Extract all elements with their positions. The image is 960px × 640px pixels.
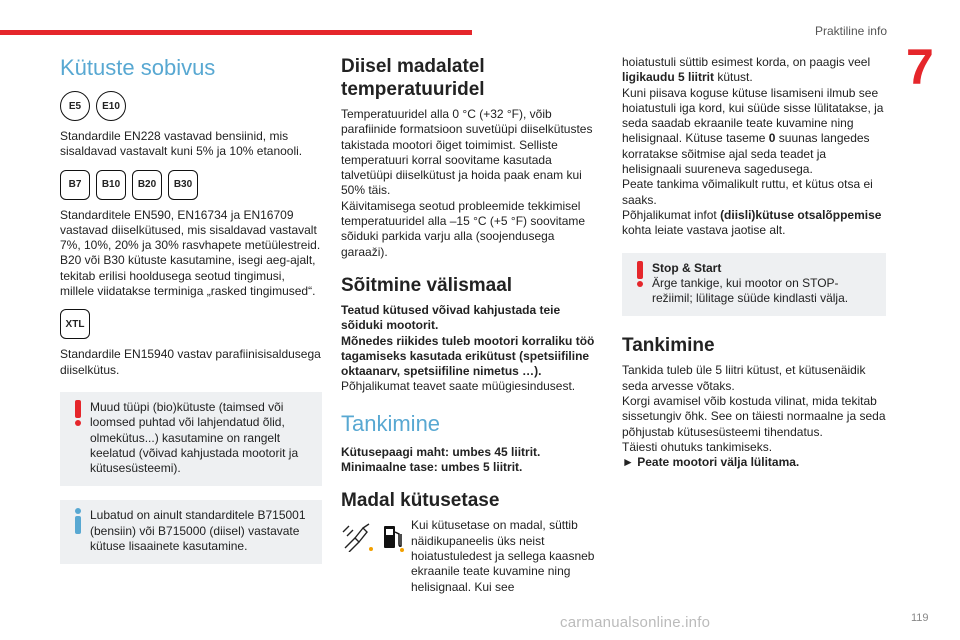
info-box	[60, 500, 322, 564]
diesel-low-temp-text: Temperatuuridel alla 0 °C (+32 °F), võib parafiinide formatsioon suvetüüpi diiselkütustes takistada mootori õiget toimimist. Selliste temperatuuri korral soovitame kasutada talvetüüpi diiselkütust ja hoida paak enam kui 50% täis.	[341, 107, 593, 198]
heading-fuel-compatibility: Kütuste sobivus	[60, 55, 216, 80]
abroad-bold-1: Teatud kütused võivad kahjustada teie sõiduki mootorit.	[341, 302, 561, 333]
tank-minimum: Minimaalne tase: umbes 5 liitrit.	[341, 460, 523, 475]
watermark: carmanualsonline.info	[560, 614, 711, 631]
diesel-badges	[60, 170, 322, 200]
heading-diesel-low-temp: Diisel madalatel temperatuuridel	[341, 56, 485, 100]
b10-badge-icon: B10	[96, 170, 126, 200]
column-1	[60, 55, 322, 564]
warning-exclamation-icon	[634, 260, 646, 288]
tank-capacity: Kütusepaagi maht: umbes 45 liitrit.	[341, 444, 541, 459]
section-title: Praktiline info	[814, 24, 887, 38]
diesel-text: Standarditele EN590, EN16734 ja EN16709 vastavad diiselkütused, mis sisaldavad vastavalt 7%, 10%, 20% ja 30% rasvhapete metüülestreid. B20 või B30 kütuste kasutamine, isegi aeg-ajalt, tekitab erilisi hooldusega seotud tingimusi, millele viidatakse terminiga „rasked tingimused“.	[60, 207, 321, 299]
heading-refuelling: Tankimine	[341, 410, 441, 436]
e10-badge-icon: E10	[96, 91, 126, 121]
more-info-text: Põhjalikumat infot (diisli)kütuse otsalõppemise kohta leiate vastava jaotise alt.	[622, 207, 882, 238]
heading-low-fuel: Madal kütusetase	[341, 490, 500, 512]
abroad-text: Põhjalikumat teavet saate müügiesindusest.	[341, 379, 576, 394]
refuel-text-2: Korgi avamisel võib kostuda vilinat, mida tekitab sissetungiv õhk. See on täiesti normaalne ja seda põhjustab kütusesüsteemi tihendatus.	[622, 394, 886, 439]
refuel-step-1: ► Peate mootori välja lülitama.	[622, 455, 800, 470]
refuel-text-3: Täiesti ohutuks tankimiseks.	[622, 439, 773, 454]
stop-start-warning-box	[622, 253, 886, 317]
column-2	[341, 55, 603, 597]
fuel-nozzle-icon	[341, 522, 375, 552]
stop-start-text: Ärge tankige, kui mootor on STOP-režiimil; lülitage süüde kindlasti välja.	[652, 275, 849, 306]
b30-badge-icon: B30	[168, 170, 198, 200]
e5-badge-icon: E5	[60, 91, 90, 121]
warning-exclamation-icon	[72, 399, 84, 427]
page-number: 119	[911, 612, 929, 624]
warning-text: Muud tüüpi (bio)kütuste (taimsed või loomsed puhtad või lahjendatud õlid, olmekütus...) kasutamine on rangelt keelatud (võivad kahjustada mootorit ja kütusesüsteemi).	[90, 399, 299, 476]
heading-refuelling-2: Tankimine	[622, 335, 715, 357]
chapter-number: 7	[906, 39, 934, 95]
low-fuel-cont-text: hoiatustuli süttib esimest korda, on paagis veel ligikaudu 5 liitrit kütust.	[622, 55, 871, 85]
fuel-pump-icon	[381, 522, 405, 552]
low-fuel-row	[341, 518, 603, 594]
low-fuel-text: Kui kütusetase on madal, süttib näidikupaneelis üks neist hoiatustuledest ja sellega kaasneb ekraanile teate kuvamine ning helisignaal. Kui see	[411, 518, 595, 594]
refuel-text-1: Tankida tuleb üle 5 liitri kütust, et kütusenäidik seda arvesse võtaks.	[622, 363, 866, 393]
stop-start-title: Stop & Start	[652, 260, 722, 275]
xtl-badge-icon: XTL	[60, 309, 90, 339]
info-text: Lubatud on ainult standarditele B715001 (bensiin) või B715000 (diisel) vastavate kütuse lisaainete kasutamine.	[90, 508, 306, 554]
column-3	[622, 55, 886, 471]
b20-badge-icon: B20	[132, 170, 162, 200]
diesel-start-text: Käivitamisega seotud probleemide tekkimisel temperatuuridel alla –15 °C (+5 °F) soovitame sõiduki parkida varju alla (soojendusega garaaži).	[341, 198, 586, 259]
warning-repeat-text: Kuni piisava koguse kütuse lisamiseni ilmub see hoiatustuli iga kord, kui süüde sisse lülitatakse, ja seda saadab ekraanile teate kuvamine ning helisignaal. Kütuse taseme 0 suunas langedes korratakse sõitmise ajal seda teadet ja helisignaali suureneva sagedusega.	[622, 85, 884, 177]
petrol-badges	[60, 91, 322, 121]
xtl-badges	[60, 309, 322, 339]
xtl-text: Standardile EN15940 vastav parafiinisisaldusega diiselkütus.	[60, 347, 321, 377]
refuel-asap-text: Peate tankima võimalikult ruttu, et kütus otsa ei saaks.	[622, 177, 873, 207]
b7-badge-icon: B7	[60, 170, 90, 200]
heading-driving-abroad: Sõitmine välismaal	[341, 274, 513, 296]
info-icon	[72, 507, 84, 535]
fuel-warning-icons	[341, 518, 405, 552]
warning-box	[60, 392, 322, 486]
red-header-bar	[0, 30, 472, 35]
abroad-bold-2: Mõnedes riikides tuleb mootori korraliku töö tagamiseks kasutada erikütust (spetsiifiline oktaanarv, spetsiifiline nimetus …).	[341, 333, 595, 379]
petrol-text: Standardile EN228 vastavad bensiinid, mis sisaldavad vastavalt kuni 5% ja 10% etanooli.	[60, 129, 303, 159]
